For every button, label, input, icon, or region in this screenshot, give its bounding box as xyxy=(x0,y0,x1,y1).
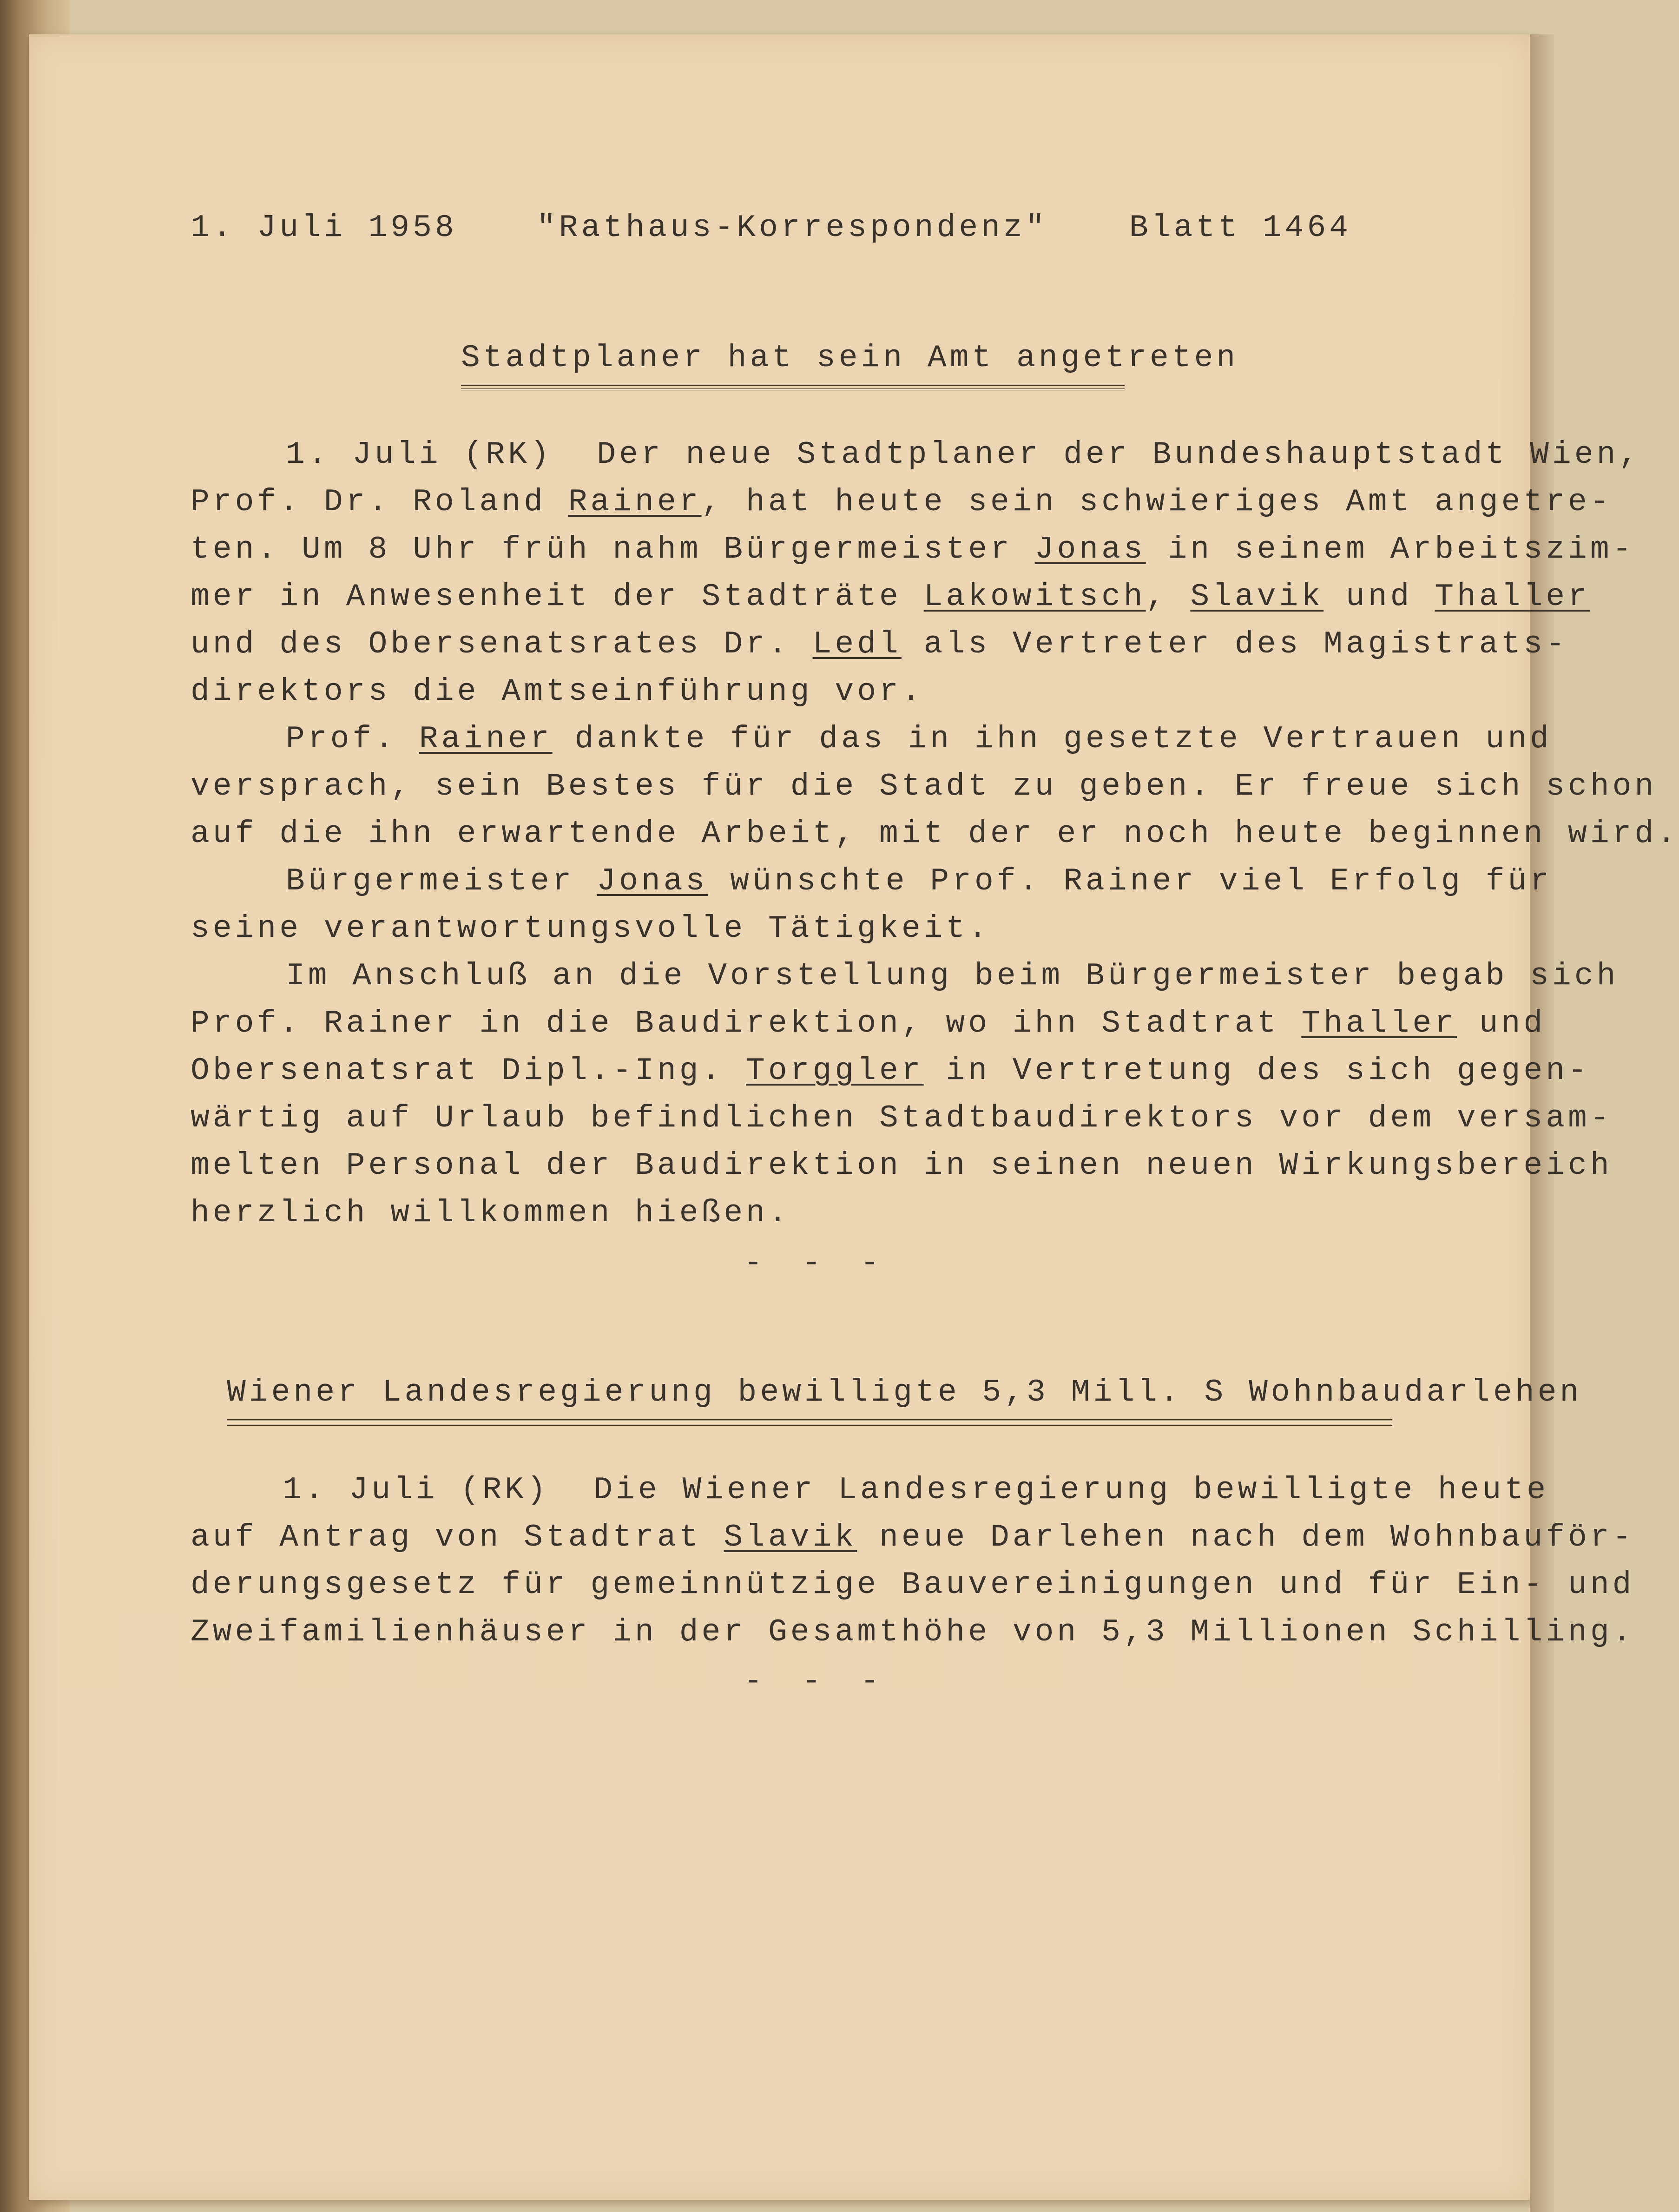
name-thaller: Thaller xyxy=(1301,1006,1457,1041)
name-thaller: Thaller xyxy=(1435,579,1590,615)
article1-p1-line6: direktors die Amtseinführung vor. xyxy=(191,674,924,710)
article1-title-rule xyxy=(461,384,1125,390)
article1-p4-line2: Prof. Rainer in die Baudirektion, wo ihn Stadtrat Thaller und xyxy=(191,1006,1546,1041)
header-date: 1. Juli 1958 xyxy=(191,210,457,246)
name-rainer: Rainer xyxy=(419,721,553,757)
article2-line1: 1. Juli (RK) Die Wiener Landesregierung bewilligte heute xyxy=(283,1472,1549,1508)
article2-line3: derungsgesetz für gemeinnützige Bauvereinigungen und für Ein- und xyxy=(191,1567,1635,1603)
header-sheet-number: Blatt 1464 xyxy=(1129,210,1352,246)
article1-p4-line3: Obersenatsrat Dipl.-Ing. Torggler in Vertretung des sich gegen- xyxy=(191,1053,1590,1089)
name-slavik: Slavik xyxy=(724,1520,857,1555)
article1-p2-line3: auf die ihn erwartende Arbeit, mit der er noch heute beginnen wird. xyxy=(191,816,1679,852)
article1-p4-line5: melten Personal der Baudirektion in seinen neuen Wirkungsbereich xyxy=(191,1148,1613,1184)
name-jonas: Jonas xyxy=(597,863,708,899)
name-jonas: Jonas xyxy=(1034,532,1146,567)
article1-separator: - - - xyxy=(744,1245,890,1281)
article1-p3-line1: Bürgermeister Jonas wünschte Prof. Rainer viel Erfolg für xyxy=(286,863,1552,899)
article1-p1-line5: und des Obersenatsrates Dr. Ledl als Vertreter des Magistrats- xyxy=(191,626,1568,662)
article1-p4-line1: Im Anschluß an die Vorstellung beim Bürgermeister begab sich xyxy=(286,958,1619,994)
article1-p2-line2: versprach, sein Bestes für die Stadt zu geben. Er freue sich schon xyxy=(191,769,1657,804)
name-lakowitsch: Lakowitsch xyxy=(923,579,1146,615)
article2-title: Wiener Landesregierung bewilligte 5,3 Mill. S Wohnbaudarlehen xyxy=(227,1375,1582,1410)
name-slavik: Slavik xyxy=(1190,579,1324,615)
name-ledl: Ledl xyxy=(812,626,902,662)
name-torggler: Torggler xyxy=(746,1053,924,1089)
article2-line4: Zweifamilienhäuser in der Gesamthöhe von 5,3 Millionen Schilling. xyxy=(191,1614,1635,1650)
article1-title: Stadtplaner hat sein Amt angetreten xyxy=(461,340,1239,376)
article1-p4-line6: herzlich willkommen hießen. xyxy=(191,1195,790,1231)
article2-line2: auf Antrag von Stadtrat Slavik neue Darlehen nach dem Wohnbauför- xyxy=(191,1520,1635,1555)
article2-separator: - - - xyxy=(744,1664,890,1699)
header-publication: "Rathaus-Korrespondenz" xyxy=(537,210,1048,246)
article1-p4-line4: wärtig auf Urlaub befindlichen Stadtbaudirektors vor dem versam- xyxy=(191,1100,1613,1136)
name-rainer: Rainer xyxy=(568,484,702,520)
article1-p2-line1: Prof. Rainer dankte für das in ihn gesetzte Vertrauen und xyxy=(286,721,1552,757)
article1-p3-line2: seine verantwortungsvolle Tätigkeit. xyxy=(191,911,991,947)
article1-p1-line3: ten. Um 8 Uhr früh nahm Bürgermeister Jonas in seinem Arbeitszim- xyxy=(191,532,1635,567)
article1-p1-line2: Prof. Dr. Roland Rainer, hat heute sein schwieriges Amt angetre- xyxy=(191,484,1613,520)
article2-title-rule xyxy=(227,1419,1392,1426)
article1-p1-line4: mer in Anwesenheit der Stadträte Lakowitsch, Slavik und Thaller xyxy=(191,579,1590,615)
article1-p1-line1: 1. Juli (RK) Der neue Stadtplaner der Bundeshauptstadt Wien, xyxy=(286,437,1641,473)
